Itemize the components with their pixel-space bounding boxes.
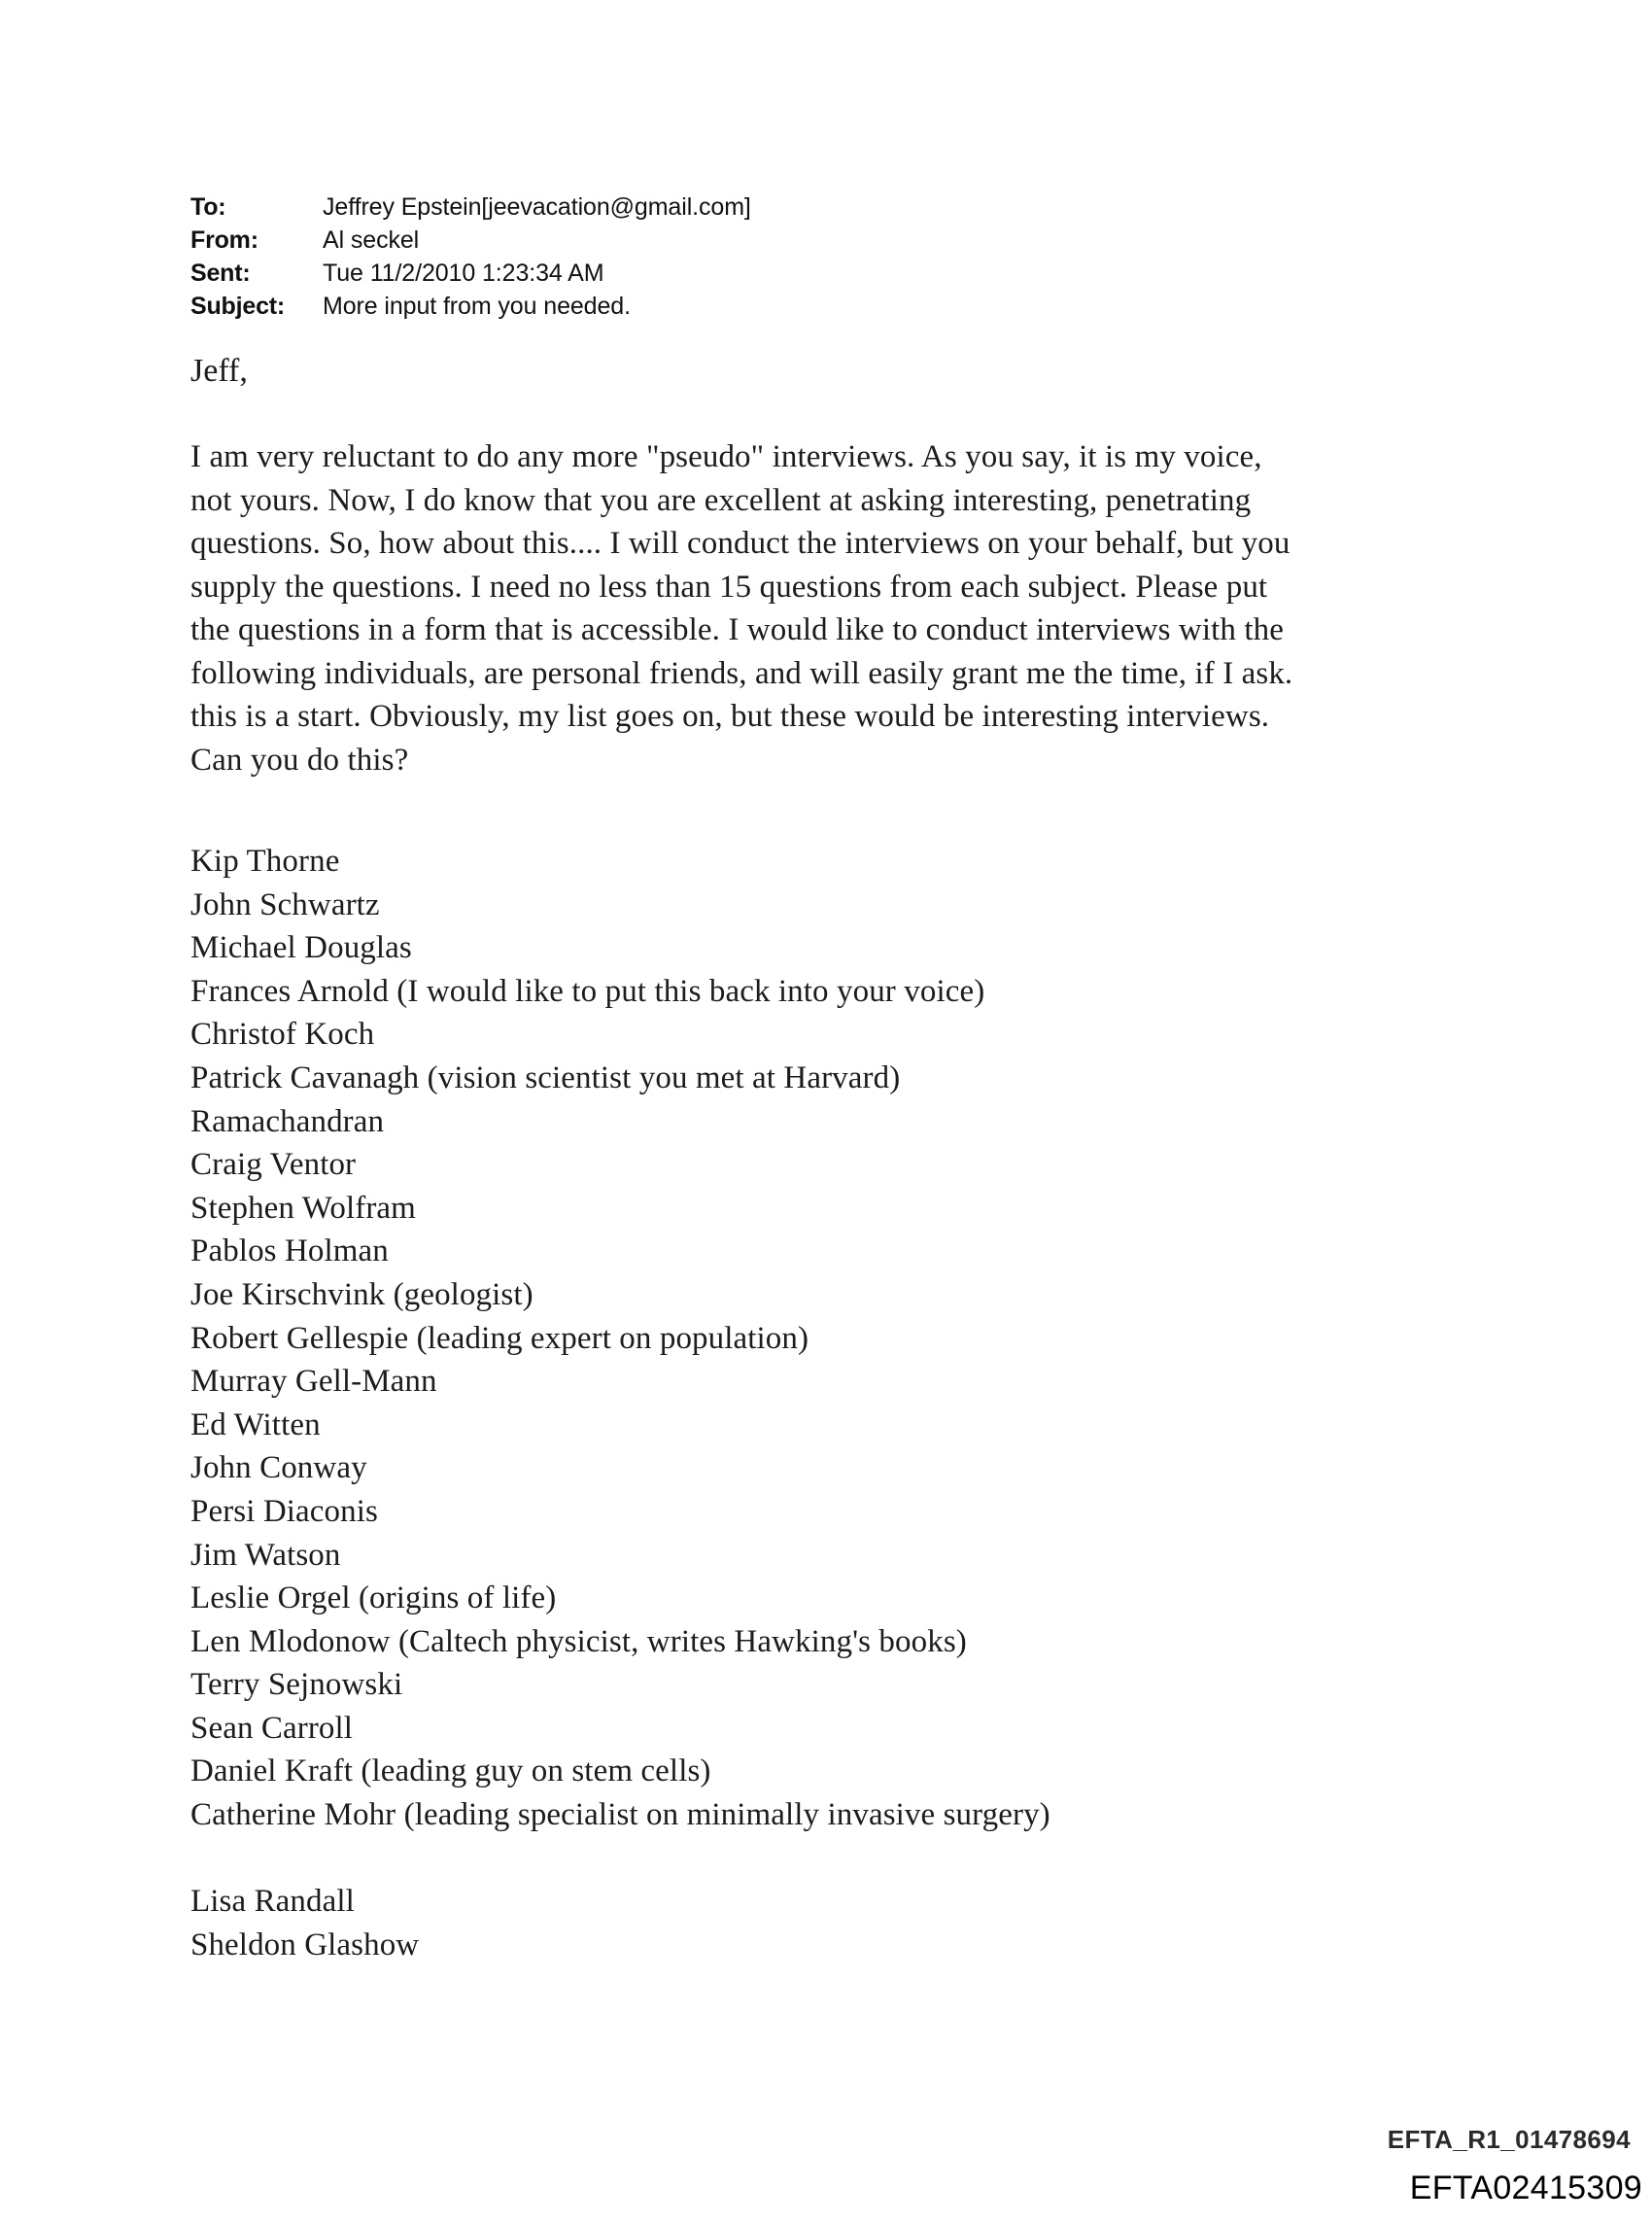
list-item: Sheldon Glashow xyxy=(190,1927,420,1962)
email-header-block xyxy=(190,191,1308,323)
list-item: Murray Gell-Mann xyxy=(190,1364,437,1400)
list-item: Ramachandran xyxy=(190,1103,385,1139)
list-item: Jim Watson xyxy=(190,1537,341,1573)
email-field-label-sent: Sent: xyxy=(190,260,251,287)
list-item: Persi Diaconis xyxy=(190,1493,378,1529)
body-paragraph-line: Can you do this? xyxy=(190,742,409,778)
email-header-row-from xyxy=(190,224,1308,257)
list-item: John Schwartz xyxy=(190,886,380,922)
body-paragraph-line: this is a start. Obviously, my list goes on, but these would be interesting interviews. xyxy=(190,699,1270,734)
salutation: Jeff, xyxy=(190,353,248,389)
email-header-row-to xyxy=(190,191,1308,224)
body-paragraph-line: questions. So, how about this.... I will conduct the interviews on your behalf, but you xyxy=(190,526,1291,561)
email-field-value-subject: More input from you needed. xyxy=(323,293,631,320)
list-item: Pablos Holman xyxy=(190,1233,389,1269)
list-item: Michael Douglas xyxy=(190,930,412,966)
list-item: Joe Kirschvink (geologist) xyxy=(190,1276,533,1312)
list-item: Patrick Cavanagh (vision scientist you met at Harvard) xyxy=(190,1059,901,1095)
email-body xyxy=(190,350,1444,1966)
list-item: Ed Witten xyxy=(190,1406,321,1442)
list-item: John Conway xyxy=(190,1450,367,1486)
body-paragraph-line: following individuals, are personal friends, and will easily grant me the time, if I ask. xyxy=(190,655,1293,691)
email-field-value-to: Jeffrey Epstein[jeevacation@gmail.com] xyxy=(323,193,751,221)
list-item: Craig Ventor xyxy=(190,1147,357,1183)
email-field-label-to: To: xyxy=(190,193,226,221)
list-item: Daniel Kraft (leading guy on stem cells) xyxy=(190,1753,711,1789)
bates-stamp-top: EFTA_R1_01478694 xyxy=(1387,2125,1631,2154)
list-item: Sean Carroll xyxy=(190,1710,354,1746)
list-item: Christof Koch xyxy=(190,1017,375,1053)
body-paragraph-line: supply the questions. I need no less than 15 questions from each subject. Please put xyxy=(190,569,1268,605)
list-item: Len Mlodonow (Caltech physicist, writes Hawking's books) xyxy=(190,1623,967,1659)
email-header-row-subject xyxy=(190,290,1308,323)
list-item: Frances Arnold (I would like to put this back into your voice) xyxy=(190,973,985,1009)
list-item: Robert Gellespie (leading expert on population) xyxy=(190,1320,809,1356)
email-header-row-sent xyxy=(190,257,1308,290)
body-paragraph-line: I am very reluctant to do any more "pseudo" interviews. As you say, it is my voice, xyxy=(190,439,1262,474)
list-item: Stephen Wolfram xyxy=(190,1190,416,1226)
bates-stamp-bottom: EFTA02415309 xyxy=(1409,2170,1642,2206)
body-paragraph xyxy=(190,435,1444,781)
interview-candidate-list xyxy=(190,840,1444,1966)
email-field-label-subject: Subject: xyxy=(190,293,286,320)
email-field-value-sent: Tue 11/2/2010 1:23:34 AM xyxy=(323,260,604,287)
body-paragraph-line: not yours. Now, I do know that you are excellent at asking interesting, penetrating xyxy=(190,482,1252,518)
list-item: Terry Sejnowski xyxy=(190,1667,403,1703)
email-field-label-from: From: xyxy=(190,226,258,254)
list-item: Lisa Randall xyxy=(190,1884,355,1920)
list-item: Catherine Mohr (leading specialist on minimally invasive surgery) xyxy=(190,1797,1050,1833)
list-gap xyxy=(190,1837,1444,1881)
list-item: Leslie Orgel (origins of life) xyxy=(190,1580,557,1616)
list-item: Kip Thorne xyxy=(190,844,340,879)
body-paragraph-line: the questions in a form that is accessible. I would like to conduct interviews with the xyxy=(190,612,1284,647)
email-field-value-from: Al seckel xyxy=(323,226,420,254)
